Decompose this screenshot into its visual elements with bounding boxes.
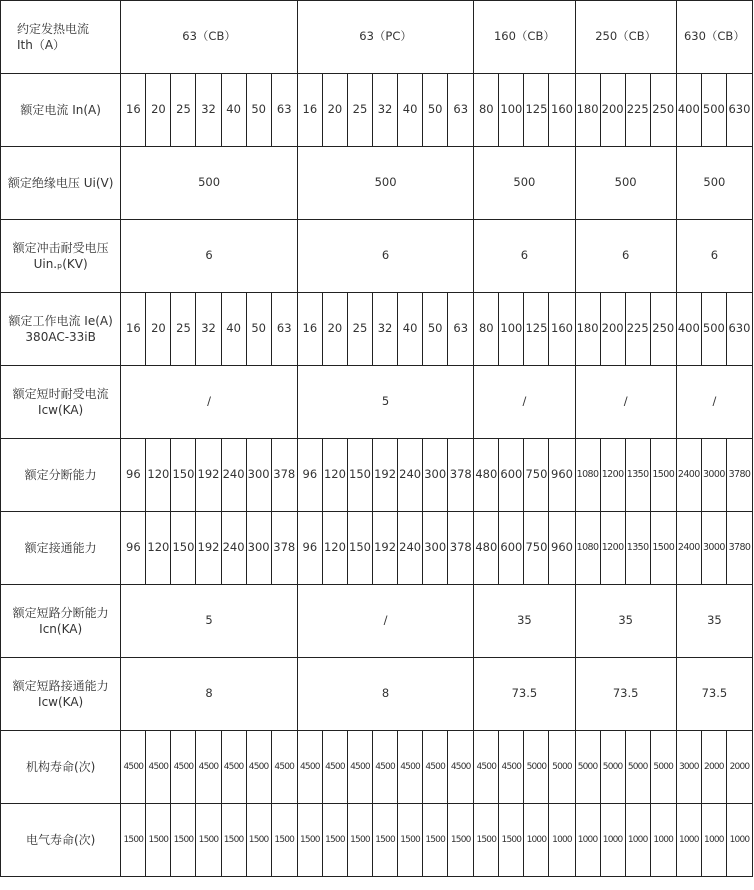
merged-cell-63cb: / <box>121 366 298 439</box>
value-cell: 300 <box>423 439 448 512</box>
value-cell: 1080 <box>575 512 600 585</box>
value-cell: 40 <box>398 74 423 147</box>
row-label-line: 额定电流 In(A) <box>20 102 101 117</box>
value-cell: 40 <box>221 293 246 366</box>
row-label-cell <box>1 731 121 804</box>
value-cell: 300 <box>246 512 271 585</box>
merged-cell-250cb: 500 <box>575 147 676 220</box>
value-cell: 1500 <box>423 804 448 877</box>
header-label-line: 约定发热电流 <box>17 21 90 36</box>
value-cell: 225 <box>625 74 650 147</box>
value-cell: 3780 <box>726 512 752 585</box>
value-cell: 1500 <box>246 804 271 877</box>
value-cell: 63 <box>448 74 474 147</box>
value-cell: 192 <box>196 512 221 585</box>
value-cell: 25 <box>171 74 196 147</box>
merged-cell-63cb: 500 <box>121 147 298 220</box>
value-cell: 300 <box>423 512 448 585</box>
value-cell: 4500 <box>499 731 524 804</box>
value-cell: 50 <box>423 293 448 366</box>
value-cell: 32 <box>373 74 398 147</box>
value-cell: 600 <box>499 512 524 585</box>
value-cell: 120 <box>322 439 347 512</box>
merged-cell-63pc: 6 <box>297 220 473 293</box>
value-cell: 300 <box>246 439 271 512</box>
value-cell: 1500 <box>499 804 524 877</box>
row-label-line: 额定短路接通能力 <box>12 678 109 693</box>
merged-cell-630cb: / <box>676 366 752 439</box>
value-cell: 32 <box>196 293 221 366</box>
value-cell: 5000 <box>625 731 650 804</box>
value-cell: 480 <box>474 512 499 585</box>
row-label-line: 额定分断能力 <box>24 467 97 482</box>
value-cell: 400 <box>676 293 701 366</box>
value-cell: 240 <box>398 439 423 512</box>
row-label-line: 机构寿命(次) <box>25 759 96 774</box>
value-cell: 3000 <box>701 512 726 585</box>
value-cell: 4500 <box>474 731 499 804</box>
merged-cell-63cb: 6 <box>121 220 298 293</box>
merged-cell-63cb: 5 <box>121 585 298 658</box>
value-cell: 240 <box>221 512 246 585</box>
value-cell: 378 <box>271 512 297 585</box>
value-cell: 100 <box>499 293 524 366</box>
table-row-rated-insulation-voltage <box>1 147 753 220</box>
value-cell: 1000 <box>549 804 575 877</box>
value-cell: 4500 <box>398 731 423 804</box>
value-cell: 4500 <box>271 731 297 804</box>
merged-cell-630cb: 73.5 <box>676 658 752 731</box>
group-header-160cb: 160（CB） <box>474 1 575 74</box>
value-cell: 1000 <box>650 804 676 877</box>
value-cell: 125 <box>524 74 549 147</box>
value-cell: 160 <box>549 293 575 366</box>
value-cell: 50 <box>246 74 271 147</box>
value-cell: 96 <box>121 512 146 585</box>
value-cell: 200 <box>600 293 625 366</box>
group-header-630cb: 630（CB） <box>676 1 752 74</box>
value-cell: 240 <box>398 512 423 585</box>
row-label-cell <box>1 293 121 366</box>
value-cell: 16 <box>297 293 322 366</box>
merged-cell-160cb: 73.5 <box>474 658 575 731</box>
table-row-rated-current <box>1 74 753 147</box>
merged-cell-250cb: 6 <box>575 220 676 293</box>
value-cell: 960 <box>549 512 575 585</box>
value-cell: 80 <box>474 74 499 147</box>
value-cell: 3000 <box>701 439 726 512</box>
row-label-line: 额定短路分断能力 <box>12 605 109 620</box>
value-cell: 4500 <box>146 731 171 804</box>
row-label-cell <box>1 804 121 877</box>
value-cell: 63 <box>448 293 474 366</box>
merged-cell-63pc: 8 <box>297 658 473 731</box>
value-cell: 4500 <box>448 731 474 804</box>
row-label-cell <box>1 220 121 293</box>
value-cell: 1000 <box>625 804 650 877</box>
row-label-line: Icw(KA) <box>38 695 84 709</box>
value-cell: 1500 <box>650 512 676 585</box>
merged-cell-63pc: / <box>297 585 473 658</box>
value-cell: 3000 <box>676 731 701 804</box>
value-cell: 1080 <box>575 439 600 512</box>
group-header-250cb: 250（CB） <box>575 1 676 74</box>
value-cell: 120 <box>146 512 171 585</box>
row-label-line: 额定冲击耐受电压 <box>12 240 109 255</box>
value-cell: 4500 <box>373 731 398 804</box>
value-cell: 1000 <box>676 804 701 877</box>
value-cell: 5000 <box>524 731 549 804</box>
value-cell: 25 <box>347 293 372 366</box>
merged-cell-250cb: 35 <box>575 585 676 658</box>
value-cell: 150 <box>171 439 196 512</box>
table-row-electrical-life <box>1 804 753 877</box>
row-label-line: 380AC-33iB <box>25 330 96 344</box>
row-label-line: 额定短时耐受电流 <box>12 386 109 401</box>
value-cell: 4500 <box>221 731 246 804</box>
value-cell: 1500 <box>297 804 322 877</box>
value-cell: 192 <box>373 439 398 512</box>
value-cell: 32 <box>373 293 398 366</box>
value-cell: 4500 <box>322 731 347 804</box>
value-cell: 1000 <box>524 804 549 877</box>
table-row-rated-short-circuit-breaking <box>1 585 753 658</box>
merged-cell-63cb: 8 <box>121 658 298 731</box>
value-cell: 1500 <box>196 804 221 877</box>
value-cell: 5000 <box>549 731 575 804</box>
value-cell: 80 <box>474 293 499 366</box>
value-cell: 630 <box>726 74 752 147</box>
value-cell: 500 <box>701 293 726 366</box>
value-cell: 1000 <box>575 804 600 877</box>
value-cell: 1500 <box>221 804 246 877</box>
row-label-line: 额定接通能力 <box>24 540 97 555</box>
value-cell: 20 <box>146 74 171 147</box>
table-row-mechanical-life <box>1 731 753 804</box>
value-cell: 1500 <box>398 804 423 877</box>
value-cell: 1500 <box>322 804 347 877</box>
value-cell: 225 <box>625 293 650 366</box>
group-header-63cb: 63（CB） <box>121 1 298 74</box>
value-cell: 180 <box>575 293 600 366</box>
value-cell: 63 <box>271 74 297 147</box>
value-cell: 630 <box>726 293 752 366</box>
value-cell: 120 <box>322 512 347 585</box>
value-cell: 1350 <box>625 512 650 585</box>
value-cell: 3780 <box>726 439 752 512</box>
value-cell: 4500 <box>121 731 146 804</box>
value-cell: 1500 <box>171 804 196 877</box>
row-label-line: Uin.ₚ(KV) <box>33 257 88 271</box>
value-cell: 1500 <box>347 804 372 877</box>
row-label-cell <box>1 366 121 439</box>
row-label-line: 电气寿命(次) <box>25 832 96 847</box>
header-label-cell <box>1 1 121 74</box>
value-cell: 1500 <box>271 804 297 877</box>
table-row-rated-breaking-capacity <box>1 439 753 512</box>
value-cell: 96 <box>121 439 146 512</box>
value-cell: 2000 <box>726 731 752 804</box>
merged-cell-160cb: / <box>474 366 575 439</box>
value-cell: 16 <box>121 293 146 366</box>
group-header-63pc: 63（PC） <box>297 1 473 74</box>
value-cell: 2400 <box>676 439 701 512</box>
value-cell: 5000 <box>575 731 600 804</box>
table-row-rated-impulse-voltage <box>1 220 753 293</box>
table-row-rated-short-time-current <box>1 366 753 439</box>
value-cell: 96 <box>297 512 322 585</box>
value-cell: 1000 <box>701 804 726 877</box>
header-row <box>1 1 753 74</box>
row-label-line: 额定工作电流 Ie(A) <box>8 313 113 328</box>
value-cell: 4500 <box>196 731 221 804</box>
row-label-cell <box>1 512 121 585</box>
value-cell: 16 <box>297 74 322 147</box>
value-cell: 200 <box>600 74 625 147</box>
row-label-cell <box>1 658 121 731</box>
value-cell: 160 <box>549 74 575 147</box>
value-cell: 1200 <box>600 439 625 512</box>
value-cell: 378 <box>448 512 474 585</box>
value-cell: 750 <box>524 439 549 512</box>
value-cell: 480 <box>474 439 499 512</box>
merged-cell-63pc: 5 <box>297 366 473 439</box>
value-cell: 125 <box>524 293 549 366</box>
value-cell: 1500 <box>373 804 398 877</box>
value-cell: 1500 <box>650 439 676 512</box>
value-cell: 100 <box>499 74 524 147</box>
value-cell: 1500 <box>146 804 171 877</box>
merged-cell-630cb: 500 <box>676 147 752 220</box>
value-cell: 4500 <box>297 731 322 804</box>
value-cell: 400 <box>676 74 701 147</box>
merged-cell-160cb: 35 <box>474 585 575 658</box>
table-row-rated-making-capacity <box>1 512 753 585</box>
value-cell: 960 <box>549 439 575 512</box>
value-cell: 378 <box>448 439 474 512</box>
value-cell: 16 <box>121 74 146 147</box>
table-row-rated-operating-current <box>1 293 753 366</box>
value-cell: 2400 <box>676 512 701 585</box>
value-cell: 32 <box>196 74 221 147</box>
value-cell: 150 <box>347 439 372 512</box>
row-label-line: Icw(KA) <box>38 403 84 417</box>
value-cell: 40 <box>398 293 423 366</box>
value-cell: 4500 <box>347 731 372 804</box>
value-cell: 1200 <box>600 512 625 585</box>
value-cell: 63 <box>271 293 297 366</box>
value-cell: 1000 <box>600 804 625 877</box>
merged-cell-630cb: 35 <box>676 585 752 658</box>
row-label-cell <box>1 585 121 658</box>
row-label-line: 额定绝缘电压 Ui(V) <box>7 175 114 190</box>
value-cell: 250 <box>650 74 676 147</box>
value-cell: 192 <box>373 512 398 585</box>
value-cell: 500 <box>701 74 726 147</box>
table-row-rated-short-circuit-making <box>1 658 753 731</box>
row-label-cell <box>1 439 121 512</box>
value-cell: 5000 <box>650 731 676 804</box>
value-cell: 378 <box>271 439 297 512</box>
value-cell: 2000 <box>701 731 726 804</box>
value-cell: 4500 <box>171 731 196 804</box>
value-cell: 1350 <box>625 439 650 512</box>
value-cell: 1000 <box>726 804 752 877</box>
value-cell: 250 <box>650 293 676 366</box>
value-cell: 20 <box>322 74 347 147</box>
value-cell: 192 <box>196 439 221 512</box>
value-cell: 20 <box>146 293 171 366</box>
value-cell: 5000 <box>600 731 625 804</box>
value-cell: 120 <box>146 439 171 512</box>
value-cell: 25 <box>171 293 196 366</box>
row-label-cell <box>1 74 121 147</box>
value-cell: 180 <box>575 74 600 147</box>
value-cell: 150 <box>347 512 372 585</box>
merged-cell-63pc: 500 <box>297 147 473 220</box>
value-cell: 750 <box>524 512 549 585</box>
header-label-line: Ith（A） <box>17 38 66 52</box>
merged-cell-250cb: 73.5 <box>575 658 676 731</box>
row-label-line: Icn(KA) <box>39 622 83 636</box>
merged-cell-630cb: 6 <box>676 220 752 293</box>
value-cell: 1500 <box>121 804 146 877</box>
value-cell: 20 <box>322 293 347 366</box>
merged-cell-160cb: 6 <box>474 220 575 293</box>
value-cell: 50 <box>423 74 448 147</box>
value-cell: 600 <box>499 439 524 512</box>
value-cell: 1500 <box>474 804 499 877</box>
value-cell: 240 <box>221 439 246 512</box>
value-cell: 40 <box>221 74 246 147</box>
value-cell: 1500 <box>448 804 474 877</box>
value-cell: 4500 <box>423 731 448 804</box>
merged-cell-160cb: 500 <box>474 147 575 220</box>
value-cell: 50 <box>246 293 271 366</box>
value-cell: 150 <box>171 512 196 585</box>
value-cell: 4500 <box>246 731 271 804</box>
row-label-cell <box>1 147 121 220</box>
merged-cell-250cb: / <box>575 366 676 439</box>
value-cell: 25 <box>347 74 372 147</box>
value-cell: 96 <box>297 439 322 512</box>
